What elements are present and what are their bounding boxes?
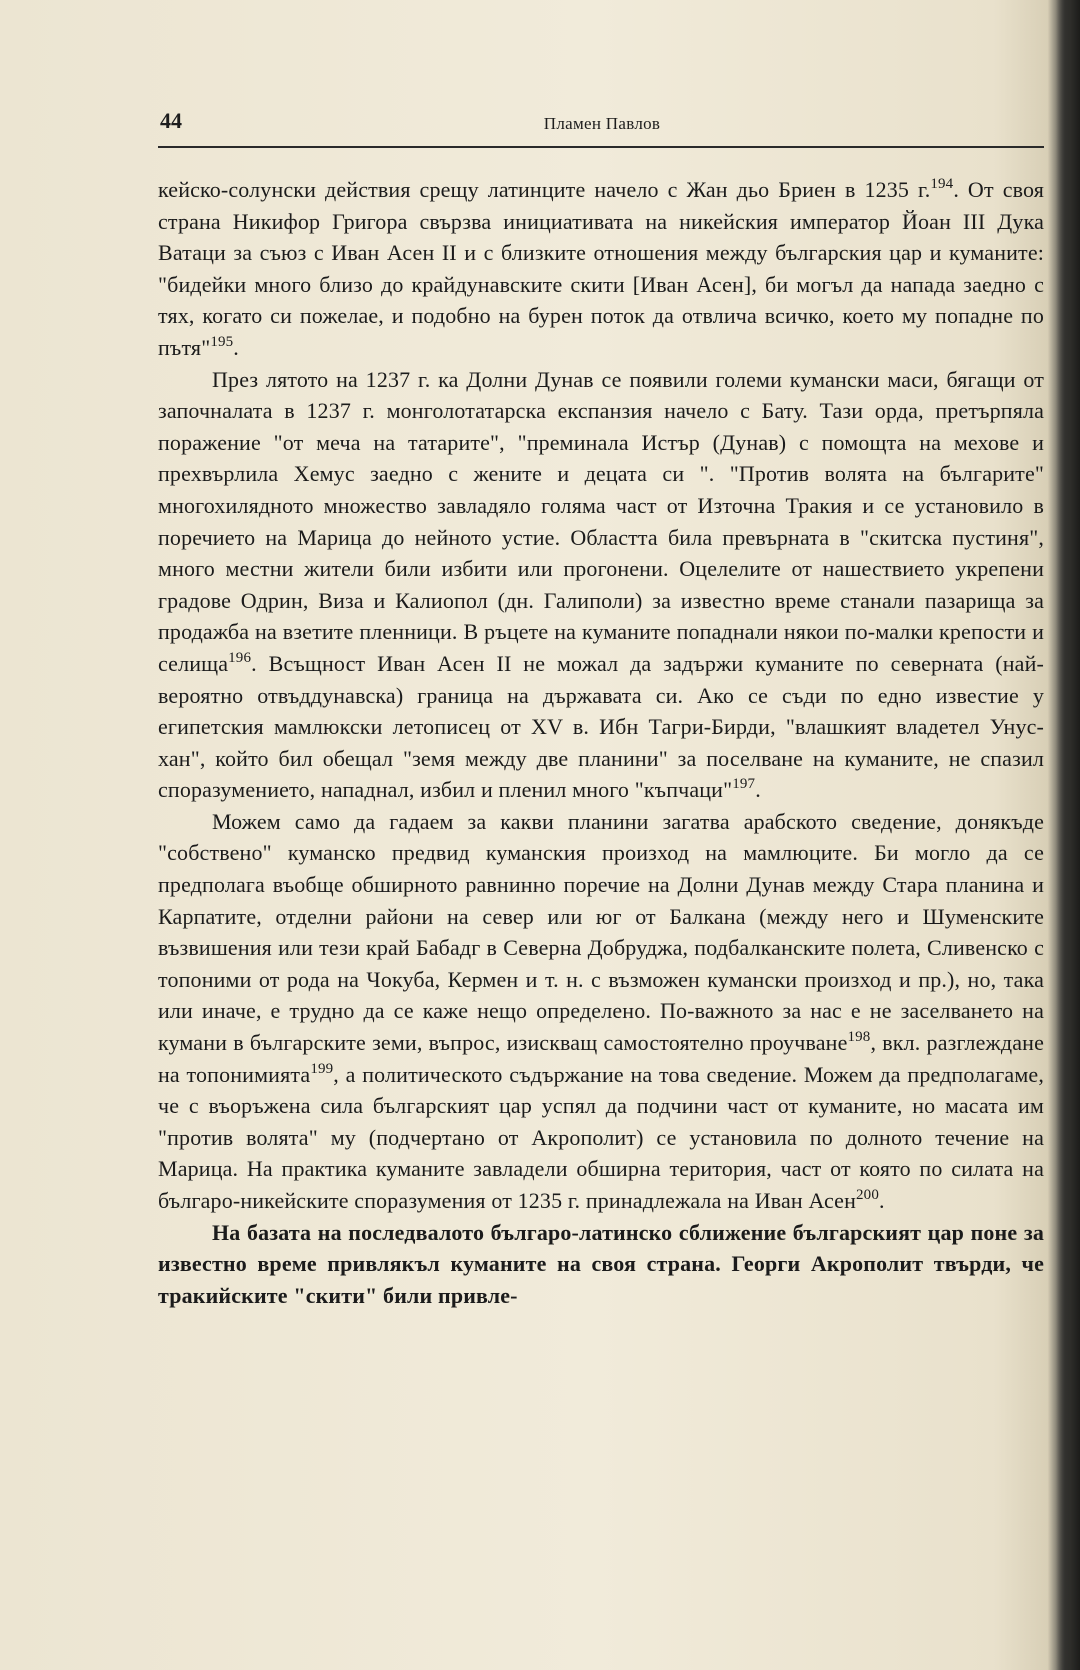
paragraph-text: Можем само да гадаем за какви планини загатва арабското сведение, донякъде "собствено" куманско предвид куманския произход на мамлюците. Би могло да се предполага въобще обширното равнинно поречие на Долни Дунав между Стара планина и Карпатите, отделни райони на север или юг от Балкана (между него и Шуменските възвишения или тези край Бабадг в Северна Добруджа, подбалканските полета, Сливенско с топоними от рода на Чокуба, Кермен и т. н. с възможен кумански произход и пр.), но, така или иначе, е трудно да се каже нещо определено. По-важното за нас е не заселването на кумани в българските земи, въпрос, изискващ самостоятелно проучване bbox=[158, 808, 1044, 1056]
footnote-marker: 200 bbox=[856, 1187, 879, 1203]
paragraph-text: , а политическото съдържание на това сведение. Можем да предполагаме, че с въоръжена сила българският цар успял да подчини част от куманите, но масата им "против волята" му (подчертано от Акрополит) се установила по долното течение на Марица. На практика куманите завладели обширна територия, част от която по силата на българо-никейските споразумения от 1235 г. принадлежала на Иван Асен bbox=[158, 1061, 1044, 1213]
body-text bbox=[158, 174, 1044, 1311]
footnote-marker: 194 bbox=[930, 176, 954, 192]
footnote-marker: 197 bbox=[732, 776, 756, 793]
running-head: Пламен Павлов bbox=[543, 114, 661, 133]
page-header bbox=[160, 108, 1044, 148]
paragraph-p3 bbox=[158, 806, 1044, 1217]
paragraph-text: . От своя страна Никифор Григора свързва инициативата на никейския император Йоан III Дука Ватаци за съюз с Иван Асен II и с близките отношения между българския цар и куманите: "бидейки много близо до крайдунавските скити [Иван Асен], би могъл да напада заедно с тях, когато си пожелае, и подобно на бурен поток да отвлича всичко, което му попадне по пътя" bbox=[158, 177, 1044, 360]
paragraph-text: През лятото на 1237 г. ка Долни Дунав се появили големи кумански маси, бягащи от започналата в 1237 г. монголотатарска експанзия начело с Бату. Тази орда, претърпяла поражение "от меча на татарите", "преминала Истър (Дунав) с помощта на мехове и прехвърлила Хемус заедно с жените и децата си ". "Против волята на българите" многохилядното множество завладяло голяма част от Източна Тракия и се установило в поречието на Марица до нейното устие. Областта била превърната в "скитска пустиня", много местни жители били избити или прогонени. Оцелелите от нашествието укрепени градове Одрин, Виза и Калиопол (дн. Галиполи) за известно време станали пазарища за продажба на взетите пленници. В ръцете на куманите попаднали някои по-малки крепости и селища bbox=[158, 366, 1044, 676]
paragraph-text: . bbox=[233, 334, 239, 360]
footnote-marker: 196 bbox=[228, 649, 252, 666]
footnote-marker: 195 bbox=[210, 333, 234, 350]
paragraph-text: кейско-солунски действия срещу латинците начело с Жан дьо Бриен в 1235 г. bbox=[158, 177, 931, 202]
paragraph-text: . bbox=[878, 1188, 885, 1213]
paragraph-text: , вкл. разглеждане на топонимията bbox=[158, 1030, 1044, 1087]
header-rule bbox=[158, 146, 1044, 148]
paragraph-p2 bbox=[158, 364, 1044, 806]
paragraph-text: На базата на последвалото българо-латинско сближение българският цар поне за известно време привлякъл куманите на своя страна. Георги Акрополит твърди, че тракийските "скити" били привле- bbox=[158, 1219, 1044, 1308]
paragraph-p4 bbox=[158, 1217, 1044, 1312]
paragraph-text: . bbox=[755, 777, 761, 803]
paragraph-p1 bbox=[158, 174, 1044, 364]
footnote-marker: 199 bbox=[310, 1060, 334, 1077]
footnote-marker: 198 bbox=[847, 1029, 871, 1046]
paragraph-text: . Всъщност Иван Асен II не можал да задържи куманите по северната (най-вероятно отвъддунавска) граница на държавата си. Ако се съди по едно известие у египетския мамлюкски летописец от XV в. Ибн Тагри-Бирди, "влашкият владетел Унус-хан", който бил обещал "земя между две планини" за поселване на куманите, не спазил споразумението, нападнал, избил и пленил много "къпчаци" bbox=[158, 650, 1044, 803]
page-number: 44 bbox=[160, 108, 182, 133]
book-spine-shadow bbox=[1056, 0, 1080, 1670]
